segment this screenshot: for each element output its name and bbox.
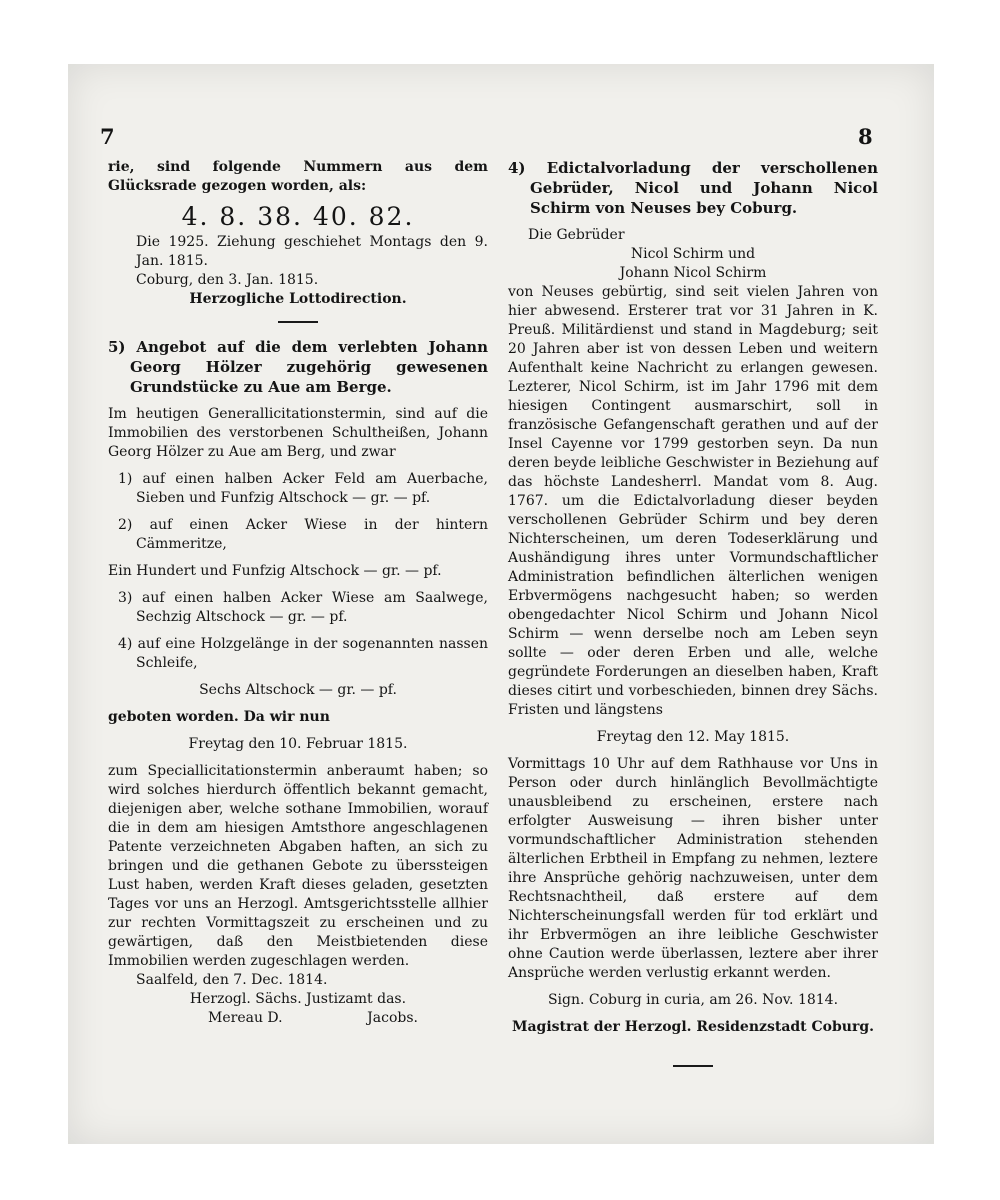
edict-sign-authority: Magistrat der Herzogl. Residenzstadt Coburg. xyxy=(511,1019,875,1035)
page-number-right: 8 xyxy=(858,124,873,149)
edict-paragraph: von Neuses gebürtig, sind seit vielen Jahren von hier abwesend. Ersterer trat vor 31 Jahren in K. Preuß. Militärdienst und stand in Magdeburg; seit 20 Jahren aber ist von dessen Leben und weitern Aufenthalt keine Nachricht zu erlangen gewesen. Lezterer, Nicol Schirm, ist im Jahr 1796 mit dem hiesigen Contingent ausmarschirt, soll in französische Gefangenschaft gerathen und auf der Insel Cayenne vor 1799 gestorben seyn. Da nun deren beyde leibliche Geschwister in Beziehung auf das höchste Landesherrl. Mandat vom 8. Aug. 1767. um die Edictalvorladung dieser beyden verschollenen Gebrüder Schirm und bey deren Nichterscheinen, um deren Todeserklärung und Aushändigung ihres unter Vormundschaftlicher Administration befindlichen älterlichen wenigen Erbvermögens nachgesucht haben; so werden obengedachter Nicol Schirm und Johann Nicol Schirm — wenn derselbe noch am Leben seyn sollte — oder deren Erben und alle, welche gegründete Forderungen an dieselben haben, Kraft dieses citirt und vorbeschieden, binnen drey Sächs. Fristen und längstens xyxy=(508,284,878,718)
brothers-line: Johann Nicol Schirm xyxy=(619,265,767,281)
drawn-number: 4. xyxy=(181,202,210,231)
edict-sign-place: Sign. Coburg in curia, am 26. Nov. 1814. xyxy=(547,992,839,1008)
section-divider xyxy=(278,321,318,323)
notice-paragraph: zum Speciallicitationstermin anberaumt haben; so wird solches hierdurch öffentlich bekannt gemacht, diejenigen aber, welche sothane Immobilien, worauf die in dem am hiesigen Amtsthore angeschlagenen Patente verzeichneten Abgaben haften, an sich zu bringen und die gethanen Gebote zu überssteigen Lust haben, werden Kraft dieses geladen, gesetzten Tages vor uns an Herzogl. Amtsgerichtsstelle allhier zur rechten Vormittagszeit zu erscheinen und zu gewärtigen, daß den Meistbietenden diese Immobilien werden zugeschlagen werden. xyxy=(108,763,488,969)
drawn-number: 82. xyxy=(368,202,415,231)
right-column xyxy=(508,158,878,1081)
closing-place-date: Saalfeld, den 7. Dec. 1814. xyxy=(136,972,328,988)
offer-line: geboten worden. Da wir nun xyxy=(108,709,330,725)
closing-office: Herzogl. Sächs. Justizamt das. xyxy=(189,991,407,1007)
left-column xyxy=(108,158,488,1028)
property-price: Ein Hundert und Funfzig Altschock — gr. — pf. xyxy=(108,563,442,579)
brothers-line: Die Gebrüder xyxy=(528,227,625,243)
term-date: Freytag den 10. Februar 1815. xyxy=(188,736,408,752)
property-item: 3) auf einen halben Acker Wiese am Saalwege, Sechzig Altschock — gr. — pf. xyxy=(118,590,488,625)
drawn-numbers xyxy=(108,202,488,231)
signers xyxy=(108,1009,488,1028)
section-intro: Im heutigen Generallicitationstermin, sind auf die Immobilien des verstorbenen Schultheißen, Johann Georg Hölzer zu Aue am Berg, und zwar xyxy=(108,406,488,460)
lotto-place-date: Coburg, den 3. Jan. 1815. xyxy=(136,272,319,288)
drawn-number: 8. xyxy=(219,202,248,231)
property-price: Sechs Altschock — gr. — pf. xyxy=(199,682,397,698)
lotto-signature: Herzogliche Lottodirection. xyxy=(189,291,407,307)
signer-name: Mereau D. xyxy=(208,1010,283,1026)
brothers-line: Nicol Schirm und xyxy=(630,246,756,262)
property-item: 1) auf einen halben Acker Feld am Auerbache, Sieben und Funfzig Altschock — gr. — pf. xyxy=(118,471,488,506)
edict-heading: 4) Edictalvorladung der verschollenen Gebrüder, Nicol und Johann Nicol Schirm von Neuses bey Coburg. xyxy=(508,159,878,217)
edict-paragraph: Vormittags 10 Uhr auf dem Rathhause vor Uns in Person oder durch hinlänglich Bevollmächtigte unausbleibend zu erscheinen, erstere nach erfolgter Ausweisung — ihren bisher unter vormundschaftlicher Administration stehenden älterlichen Erbtheil in Empfang zu nehmen, leztere ihre Ansprüche gehörig nachzuweisen, unter dem Rechtsnachtheil, daß erstere auf dem Nichterscheinungsfall werden für tod erklärt und ihr Erbvermögen an ihre leibliche Geschwister ohne Caution werde überlassen, leztere aber ihrer Ansprüche werden verlustig erkannt werden. xyxy=(508,756,878,981)
page-number-left: 7 xyxy=(100,124,115,149)
drawn-number: 40. xyxy=(312,202,359,231)
section-heading: 5) Angebot auf die dem verlebten Johann Georg Hölzer zugehörig gewesenen Grundstücke zu Aue am Berge. xyxy=(108,338,488,396)
drawn-number: 38. xyxy=(257,202,303,231)
property-item: 4) auf eine Holzgelänge in der sogenannten nassen Schleife, xyxy=(118,636,488,671)
end-divider xyxy=(673,1065,713,1067)
next-draw-note: Die 1925. Ziehung geschiehet Montags den 9. Jan. 1815. xyxy=(136,234,488,269)
property-item: 2) auf einen Acker Wiese in der hintern Cämmeritze, xyxy=(118,517,488,552)
lottery-intro: rie, sind folgende Nummern aus dem Glücksrade gezogen worden, als: xyxy=(108,159,488,194)
edict-date: Freytag den 12. May 1815. xyxy=(596,729,790,745)
signer-name: Jacobs. xyxy=(367,1010,418,1026)
